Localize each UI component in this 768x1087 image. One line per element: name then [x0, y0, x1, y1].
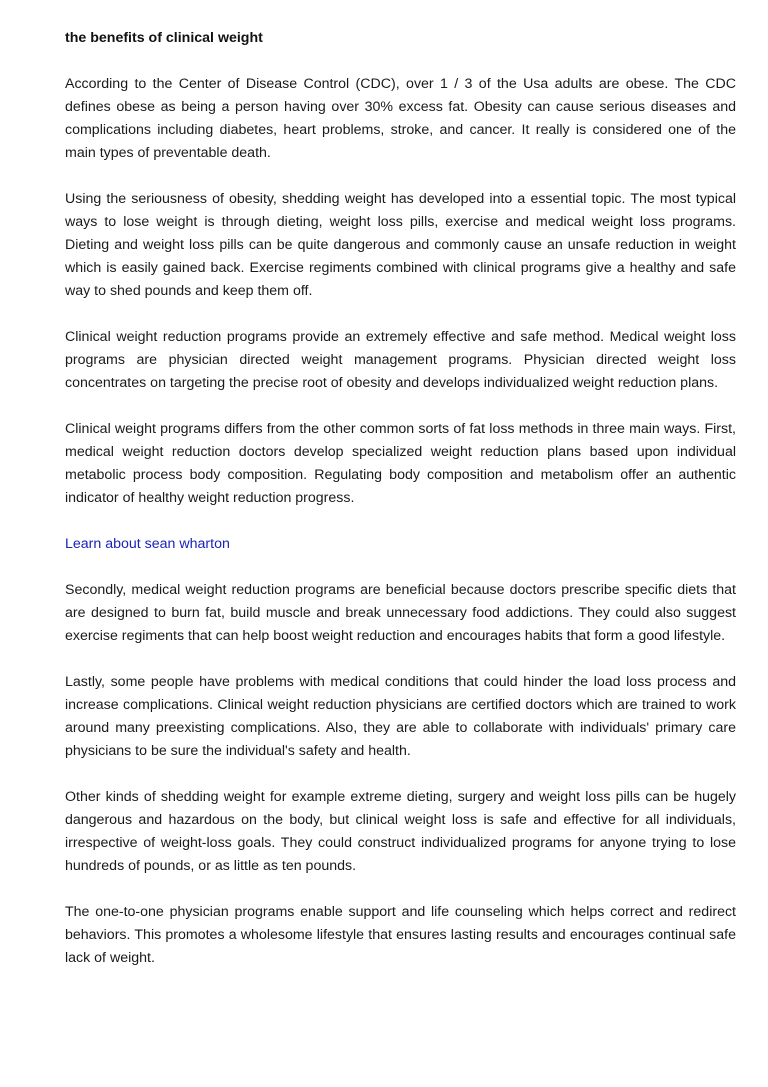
learn-about-link[interactable]: Learn about sean wharton: [65, 536, 230, 552]
paragraph-other-kinds: Other kinds of shedding weight for example extreme dieting, surgery and weight loss pills can be hugely dangerous and hazardous on the body, but clinical weight loss is safe and effective for all individuals, irrespective of weight-loss goals. They could construct individualized programs for anyone trying to lose hundreds of pounds, or as little as ten pounds.: [65, 789, 736, 874]
paragraph-seriousness: Using the seriousness of obesity, shedding weight has developed into a essential topic. The most typical ways to lose weight is through dieting, weight loss pills, exercise and medical weight loss programs. Dieting and weight loss pills can be quite dangerous and commonly cause an unsafe reduction in weight which is easily gained back. Exercise regiments combined with clinical programs give a healthy and safe way to shed pounds and keep them off.: [65, 191, 736, 299]
paragraph-lastly: Lastly, some people have problems with medical conditions that could hinder the load loss process and increase complications. Clinical weight reduction physicians are certified doctors which are trained to work around many preexisting complications. Also, they are able to collaborate with individuals' primary care physicians to be sure the individual's safety and health.: [65, 674, 736, 759]
paragraph-differences: Clinical weight programs differs from the other common sorts of fat loss methods in three main ways. First, medical weight reduction doctors develop specialized weight reduction plans based upon individual metabolic process body composition. Regulating body composition and metabolism offer an authentic indicator of healthy weight reduction progress.: [65, 421, 736, 506]
paragraph-cdc-obesity: According to the Center of Disease Control (CDC), over 1 / 3 of the Usa adults are obese. The CDC defines obese as being a person having over 30% excess fat. Obesity can cause serious diseases and complications including diabetes, heart problems, stroke, and cancer. It really is considered one of the main types of preventable death.: [65, 76, 736, 161]
paragraph-one-to-one: The one-to-one physician programs enable support and life counseling which helps correct and redirect behaviors. This promotes a wholesome lifestyle that ensures lasting results and encourages continual safe lack of weight.: [65, 904, 736, 966]
document-page: [65, 27, 736, 993]
document-title: the benefits of clinical weight: [65, 30, 263, 46]
paragraph-clinical-programs: Clinical weight reduction programs provide an extremely effective and safe method. Medical weight loss programs are physician directed weight management programs. Physician directed weight loss concentrates on targeting the precise root of obesity and develops individualized weight reduction plans.: [65, 329, 736, 391]
paragraph-secondly: Secondly, medical weight reduction programs are beneficial because doctors prescribe specific diets that are designed to burn fat, build muscle and break unnecessary food addictions. They could also suggest exercise regiments that can help boost weight reduction and encourages habits that form a good lifestyle.: [65, 582, 736, 644]
